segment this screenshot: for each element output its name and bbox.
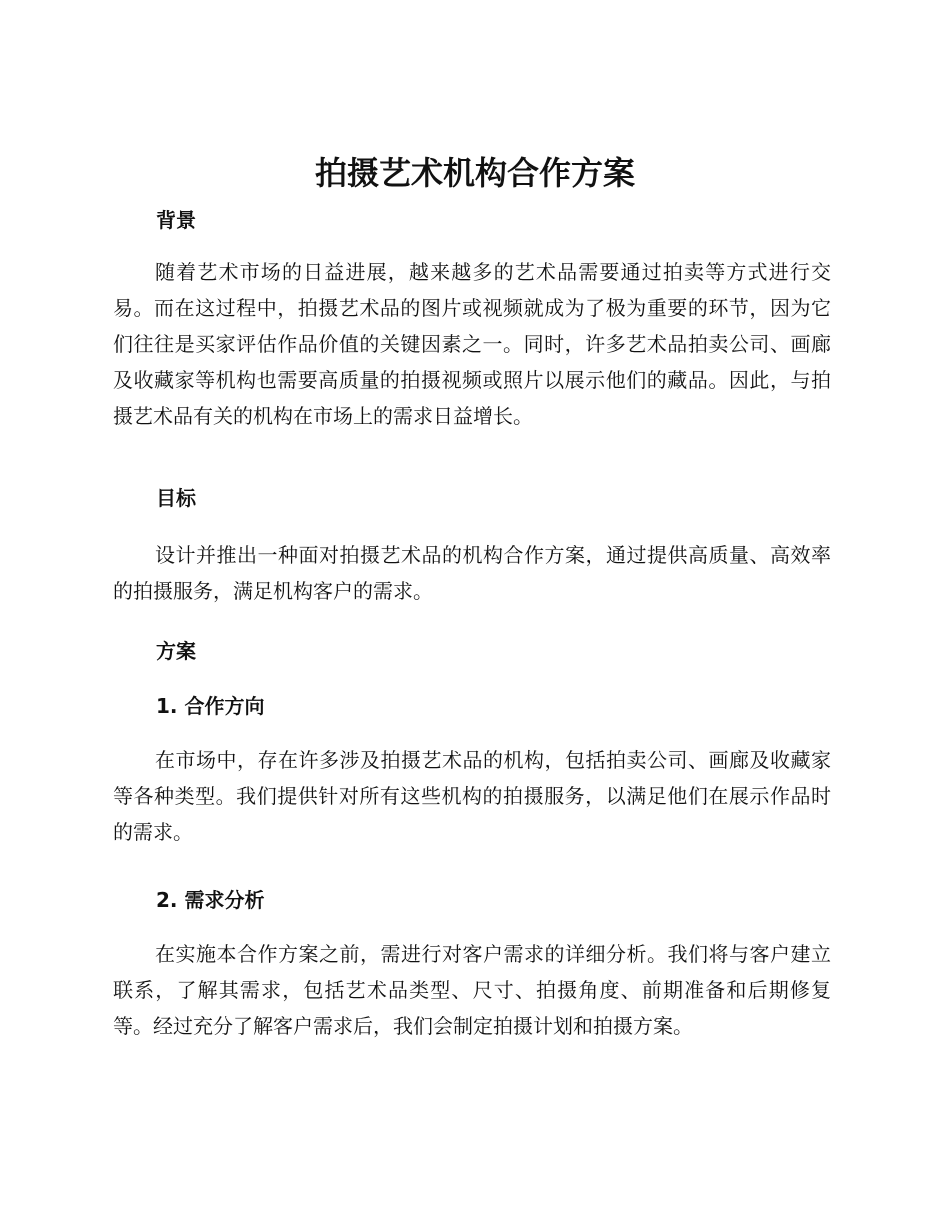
section-heading-goal: 目标 (156, 486, 196, 510)
paragraph-background: 随着艺术市场的日益进展，越来越多的艺术品需要通过拍卖等方式进行交易。而在这过程中，拍摄艺术品的图片或视频就成为了极为重要的环节，因为它们往往是买家评估作品价值的关键因素之一。同时，许多艺术品拍卖公司、画廊及收藏家等机构也需要高质量的拍摄视频或照片以展示他们的藏品。因此，与拍摄艺术品有关的机构在市场上的需求日益增长。 (113, 260, 831, 428)
section-heading-plan: 方案 (156, 639, 196, 663)
paragraph-needs-analysis: 在实施本合作方案之前，需进行对客户需求的详细分析。我们将与客户建立联系，了解其需求，包括艺术品类型、尺寸、拍摄角度、前期准备和后期修复等。经过充分了解客户需求后，我们会制定拍摄计划和拍摄方案。 (113, 942, 831, 1038)
document-title: 拍摄艺术机构合作方案 (314, 154, 635, 192)
paragraph-goal: 设计并推出一种面对拍摄艺术品的机构合作方案，通过提供高质量、高效率的拍摄服务，满足机构客户的需求。 (113, 543, 831, 603)
subsection-heading-needs-analysis: 2. 需求分析 (156, 888, 265, 912)
paragraph-cooperation-direction: 在市场中，存在许多涉及拍摄艺术品的机构，包括拍卖公司、画廊及收藏家等各种类型。我们提供针对所有这些机构的拍摄服务，以满足他们在展示作品时的需求。 (113, 748, 831, 844)
subsection-heading-cooperation-direction: 1. 合作方向 (156, 694, 265, 718)
section-heading-background: 背景 (156, 208, 196, 232)
